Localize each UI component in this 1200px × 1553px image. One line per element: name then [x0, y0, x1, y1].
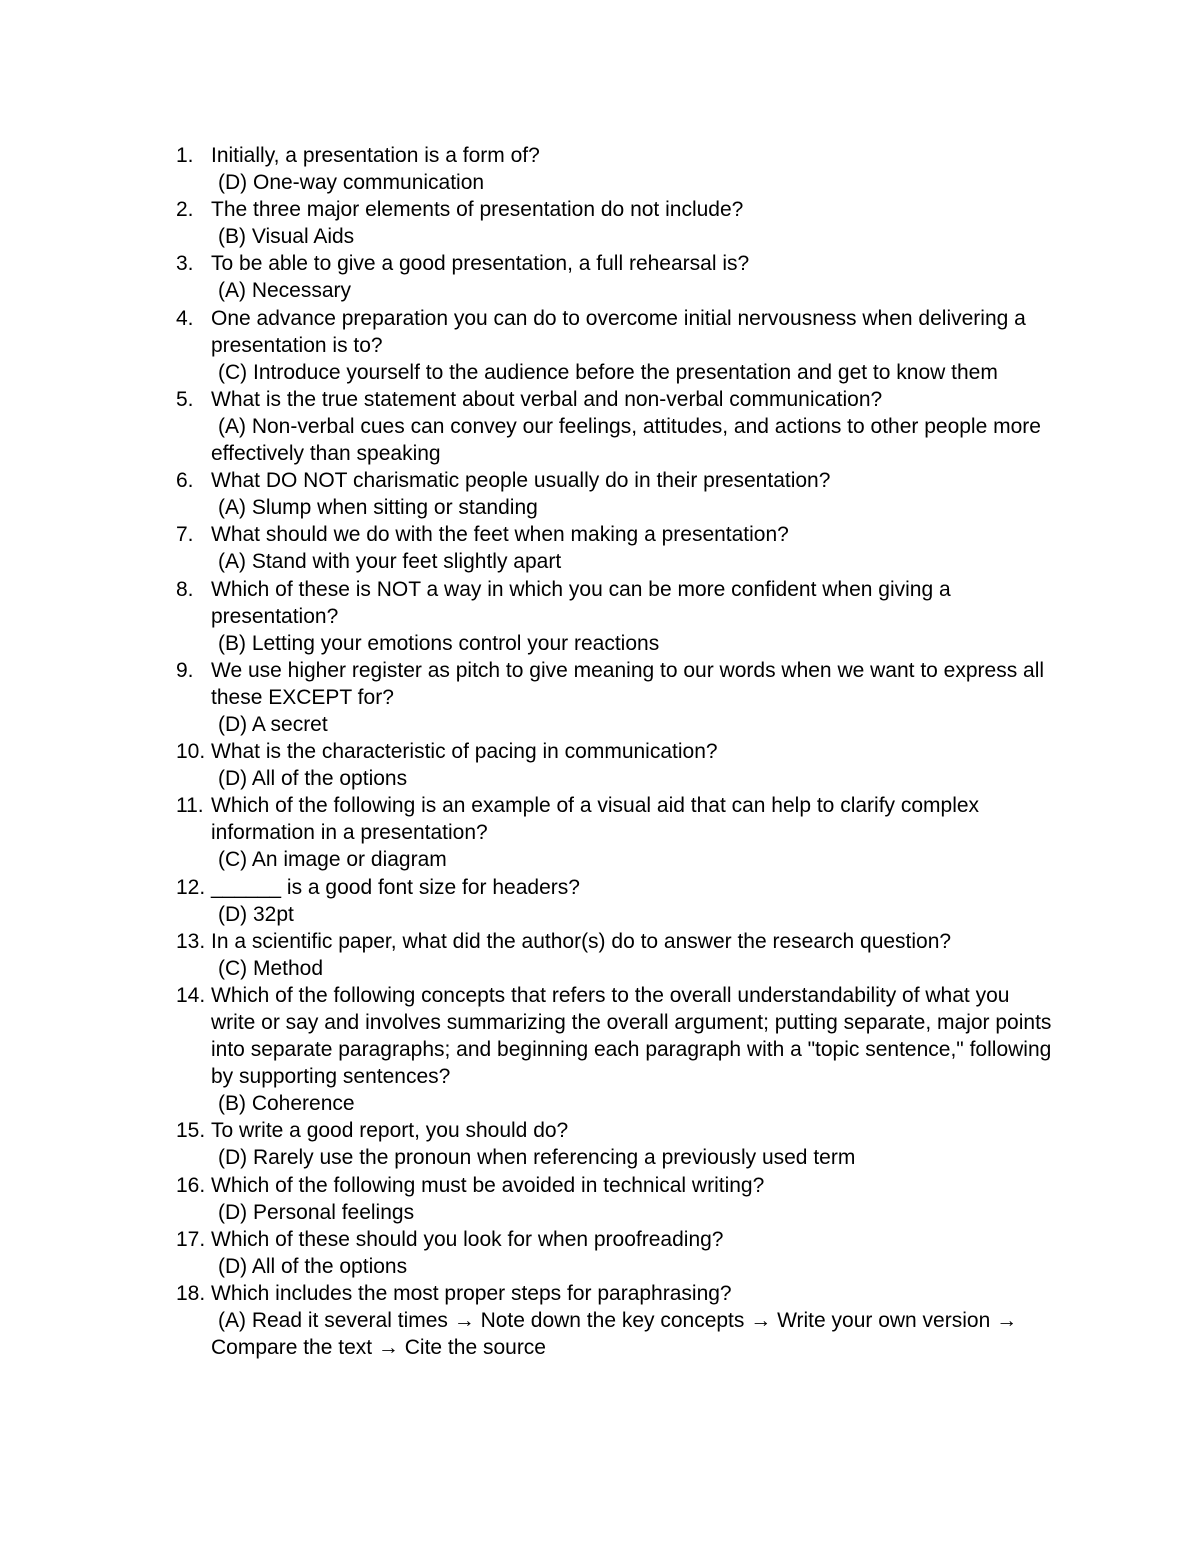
answer-text: (D) Rarely use the pronoun when referencing a previously used term [218, 1146, 856, 1170]
question-text: What DO NOT charismatic people usually do in their presentation? [211, 469, 831, 493]
answer-text: (B) Coherence [218, 1092, 355, 1116]
answer-text: (A) Stand with your feet slightly apart [218, 550, 562, 574]
answer-text: (D) A secret [218, 712, 328, 736]
item-number: 14. [176, 983, 206, 1007]
list-item [176, 386, 1056, 467]
item-number: 12. [176, 875, 206, 899]
list-item [176, 142, 1056, 196]
item-number: 5. [176, 387, 194, 411]
answer-text: (A) Necessary [218, 279, 352, 303]
answer-text: (D) All of the options [218, 767, 408, 791]
answer-text: (D) 32pt [218, 902, 294, 926]
list-item [176, 1226, 1056, 1280]
list-item [176, 305, 1056, 386]
question-text: What is the true statement about verbal and non-verbal communication? [211, 387, 883, 411]
item-number: 10. [176, 740, 206, 764]
list-item [176, 982, 1056, 1117]
answer-text: (D) All of the options [218, 1254, 408, 1278]
question-text: ______ is a good font size for headers? [211, 875, 580, 899]
question-text: What should we do with the feet when making a presentation? [211, 523, 789, 547]
list-item [176, 657, 1056, 738]
item-number: 8. [176, 577, 194, 601]
question-text: The three major elements of presentation do not include? [211, 198, 744, 222]
answer-text: (A) Non-verbal cues can convey our feelings, attitudes, and actions to other people more effectively than speaking [211, 414, 1041, 466]
question-text: To be able to give a good presentation, a full rehearsal is? [211, 252, 750, 276]
item-number: 9. [176, 658, 194, 682]
item-number: 7. [176, 523, 194, 547]
answer-text: (C) Introduce yourself to the audience before the presentation and get to know them [218, 360, 998, 384]
question-text: In a scientific paper, what did the author(s) do to answer the research question? [211, 929, 952, 953]
item-number: 11. [176, 794, 204, 818]
question-text: Which includes the most proper steps for paraphrasing? [211, 1281, 732, 1305]
item-number: 16. [176, 1173, 206, 1197]
question-text: Which of the following is an example of a visual aid that can help to clarify complex information in a presentation? [211, 794, 980, 845]
question-text: Which of these should you look for when proofreading? [211, 1227, 724, 1251]
question-text: What is the characteristic of pacing in communication? [211, 740, 718, 764]
answer-text: (C) An image or diagram [218, 848, 447, 872]
question-text: Which of the following must be avoided in technical writing? [211, 1173, 765, 1197]
answer-text: (D) Personal feelings [218, 1200, 415, 1224]
question-text: Initially, a presentation is a form of? [211, 144, 540, 167]
list-item [176, 928, 1056, 982]
list-item [176, 1117, 1056, 1171]
list-item [176, 1172, 1056, 1226]
item-number: 2. [176, 198, 194, 222]
question-text: Which of the following concepts that refers to the overall understandability of what you write or say and involves summarizing the overall argument; putting separate, major points into separate paragraphs; and beginning each paragraph with a "topic sentence," following by supporting sentences? [211, 983, 1052, 1089]
answer-text: (A) Read it several times → Note down the key concepts → Write your own version → Compare the text → Cite the source [211, 1309, 1018, 1360]
answer-text: (D) One-way communication [218, 171, 485, 195]
item-number: 17. [176, 1227, 206, 1251]
list-item [176, 467, 1056, 521]
item-number: 13. [176, 929, 206, 953]
question-text: Which of these is NOT a way in which you can be more confident when giving a presentation? [211, 577, 951, 628]
question-answer-list [176, 142, 1056, 1361]
list-item [176, 521, 1056, 575]
list-item [176, 792, 1056, 873]
list-item [176, 874, 1056, 928]
item-number: 15. [176, 1119, 206, 1143]
list-item [176, 1280, 1056, 1361]
list-item [176, 576, 1056, 657]
answer-text: (C) Method [218, 956, 324, 980]
question-text: To write a good report, you should do? [211, 1119, 569, 1143]
item-number: 4. [176, 306, 194, 330]
item-number: 6. [176, 469, 194, 493]
list-item [176, 738, 1056, 792]
item-number: 1. [176, 144, 194, 167]
answer-text: (B) Visual Aids [218, 225, 355, 249]
list-item [176, 196, 1056, 250]
answer-text: (B) Letting your emotions control your reactions [218, 631, 660, 655]
answer-text: (A) Slump when sitting or standing [218, 496, 538, 520]
list-item [176, 250, 1056, 304]
question-text: We use higher register as pitch to give meaning to our words when we want to express all these EXCEPT for? [211, 658, 1045, 709]
item-number: 18. [176, 1281, 206, 1305]
question-text: One advance preparation you can do to overcome initial nervousness when delivering a presentation is to? [211, 306, 1026, 357]
item-number: 3. [176, 252, 194, 276]
